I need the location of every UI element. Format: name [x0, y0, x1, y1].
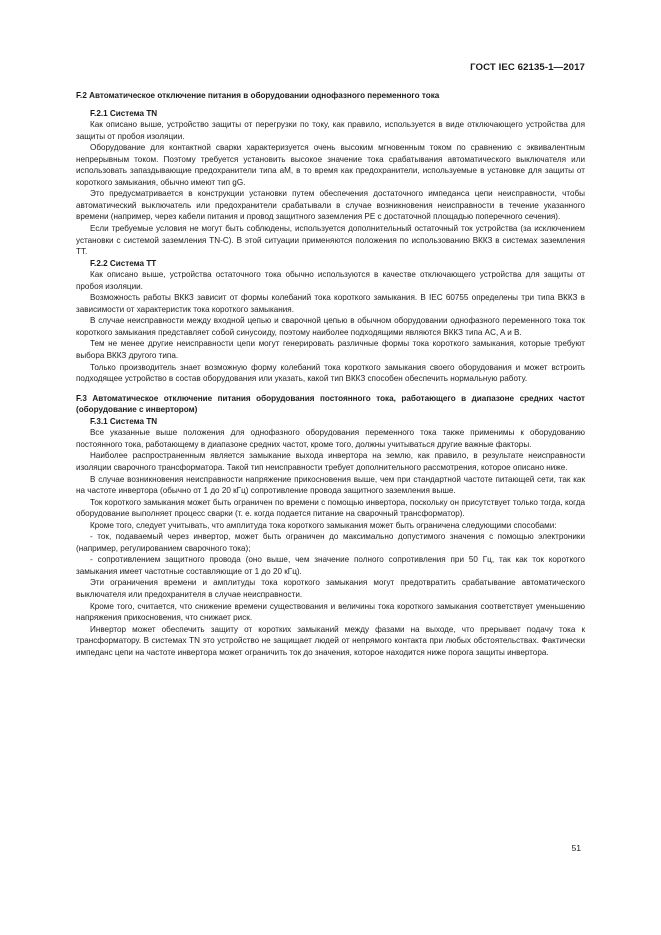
paragraph: Оборудование для контактной сварки характеризуется очень высоким мгновенным током по сравнению с эквивалентным непрерывным током. Поэтому требуется установить высокое значение тока срабатывания автоматического выключателя или использовать запаздывающие предохранители типа aM, в то время как предохранители, используемые в установке для защиты от короткого замыкания, обычно имеют тип gG. [76, 143, 585, 187]
list-item: - сопротивлением защитного провода (оно выше, чем значение полного сопротивления при 50 Гц, так как ток короткого замыкания имеет частотные составляющие от 1 до 20 кГц). [76, 555, 585, 576]
subsection-heading-f21: F.2.1 Система TN [90, 108, 158, 118]
paragraph: Возможность работы ВККЗ зависит от формы колебаний тока короткого замыкания. В IEC 60755 определены три типа ВККЗ в зависимости от характеристик тока короткого замыкания. [76, 293, 585, 314]
section-heading-f2: F.2 Автоматическое отключение питания в оборудовании однофазного переменного тока [76, 91, 440, 100]
paragraph: Это предусматривается в конструкции установки путем обеспечения достаточного импеданса цепи неисправности, чтобы автоматический выключатель или предохранители срабатывали в случае возникновения неисправности в течение указанного времени (например, через кабели питания и провод защитного заземления PE с достаточной площадью поперечного сечения). [76, 189, 585, 222]
paragraph: Тем не менее другие неисправности цепи могут генерировать различные формы тока короткого замыкания, которые требуют выбора ВККЗ другого типа. [76, 339, 585, 361]
paragraph: Эти ограничения времени и амплитуды тока короткого замыкания могут предотвратить срабатывание автоматического выключателя или предохранителя в случае неисправности. [76, 578, 585, 599]
paragraph: Только производитель знает возможную форму колебаний тока короткого замыкания своего оборудования и может встроить подходящее устройство в состав оборудования или указать, какой тип ВККЗ способен обеспечить нормальную работу. [76, 362, 585, 384]
paragraph: В случае возникновения неисправности напряжение прикосновения выше, чем при стандартной частоте питающей сети, так как на частоте инвертора (обычно от 1 до 20 кГц) сопротивление провода защитного заземления выше. [76, 474, 585, 496]
subsection-heading-f22: F.2.2 Система TT [90, 258, 157, 268]
document-body [76, 90, 585, 658]
subsection-heading-f31: F.3.1 Система TN [90, 416, 158, 426]
paragraph: Инвертор может обеспечить защиту от коротких замыканий между фазами на выходе, что прерывает подачу тока к трансформатору. В системах TN это устройство не защищает людей от непрямого контакта при любых обстоятельствах. Фактически импеданс цепи на частоте инвертора может ограничить ток до значения, которое находится ниже порога защиты инвертора. [76, 624, 585, 657]
paragraph: Кроме того, следует учитывать, что амплитуда тока короткого замыкания может быть ограничена следующими способами: [90, 520, 557, 530]
paragraph: Наиболее распространенным является замыкание выхода инвертора на землю, как правило, в результате неисправности изоляции сварочного трансформатора. Такой тип неисправности требует дополнительного рассмотрения, которое описано ниже. [76, 451, 585, 472]
page-number: 51 [571, 843, 581, 853]
paragraph: Кроме того, считается, что снижение времени существования и величины тока короткого замыкания соответствует уменьшению напряжения прикосновения, что снижает риск. [76, 601, 585, 623]
paragraph: Ток короткого замыкания может быть ограничен по времени с помощью инвертора, поскольку он присутствует только тогда, когда оборудование выполняет процесс сварки (т. е. когда подается питание на сварочный трансформатор). [76, 497, 585, 519]
standard-header: ГОСТ IEC 62135-1—2017 [470, 62, 585, 73]
section-heading-f3: F.3 Автоматическое отключение питания оборудования постоянного тока, работающего в диапазоне средних частот (оборудование с инвертором) [76, 393, 585, 415]
paragraph: Все указанные выше положения для однофазного оборудования переменного тока также применимы к оборудованию постоянного тока, работающему в диапазоне средних частот, кроме того, должны учитываться другие важные факторы. [76, 428, 585, 449]
list-item: - ток, подаваемый через инвертор, может быть ограничен до максимально допустимого значения с помощью электроники (например, регулированием сварочного тока); [76, 532, 585, 553]
paragraph: Если требуемые условия не могут быть соблюдены, используется дополнительный остаточный ток устройства (за исключением установки с системой заземления TN-C). В этой ситуации применяются положения по использованию ВККЗ в системах заземления TT. [76, 224, 585, 257]
paragraph: Как описано выше, устройства остаточного тока обычно используются в качестве отключающего устройства для защиты от пробоя изоляции. [76, 270, 585, 291]
paragraph: В случае неисправности между входной цепью и сварочной цепью в обычном оборудовании однофазного переменного тока ток короткого замыкания представляет собой синусоиду, поэтому наиболее подходящими являются ВККЗ типа AC, A и B. [76, 316, 585, 337]
paragraph: Как описано выше, устройство защиты от перегрузки по току, как правило, используется в виде отключающего устройства для защиты от пробоя изоляции. [76, 120, 585, 141]
